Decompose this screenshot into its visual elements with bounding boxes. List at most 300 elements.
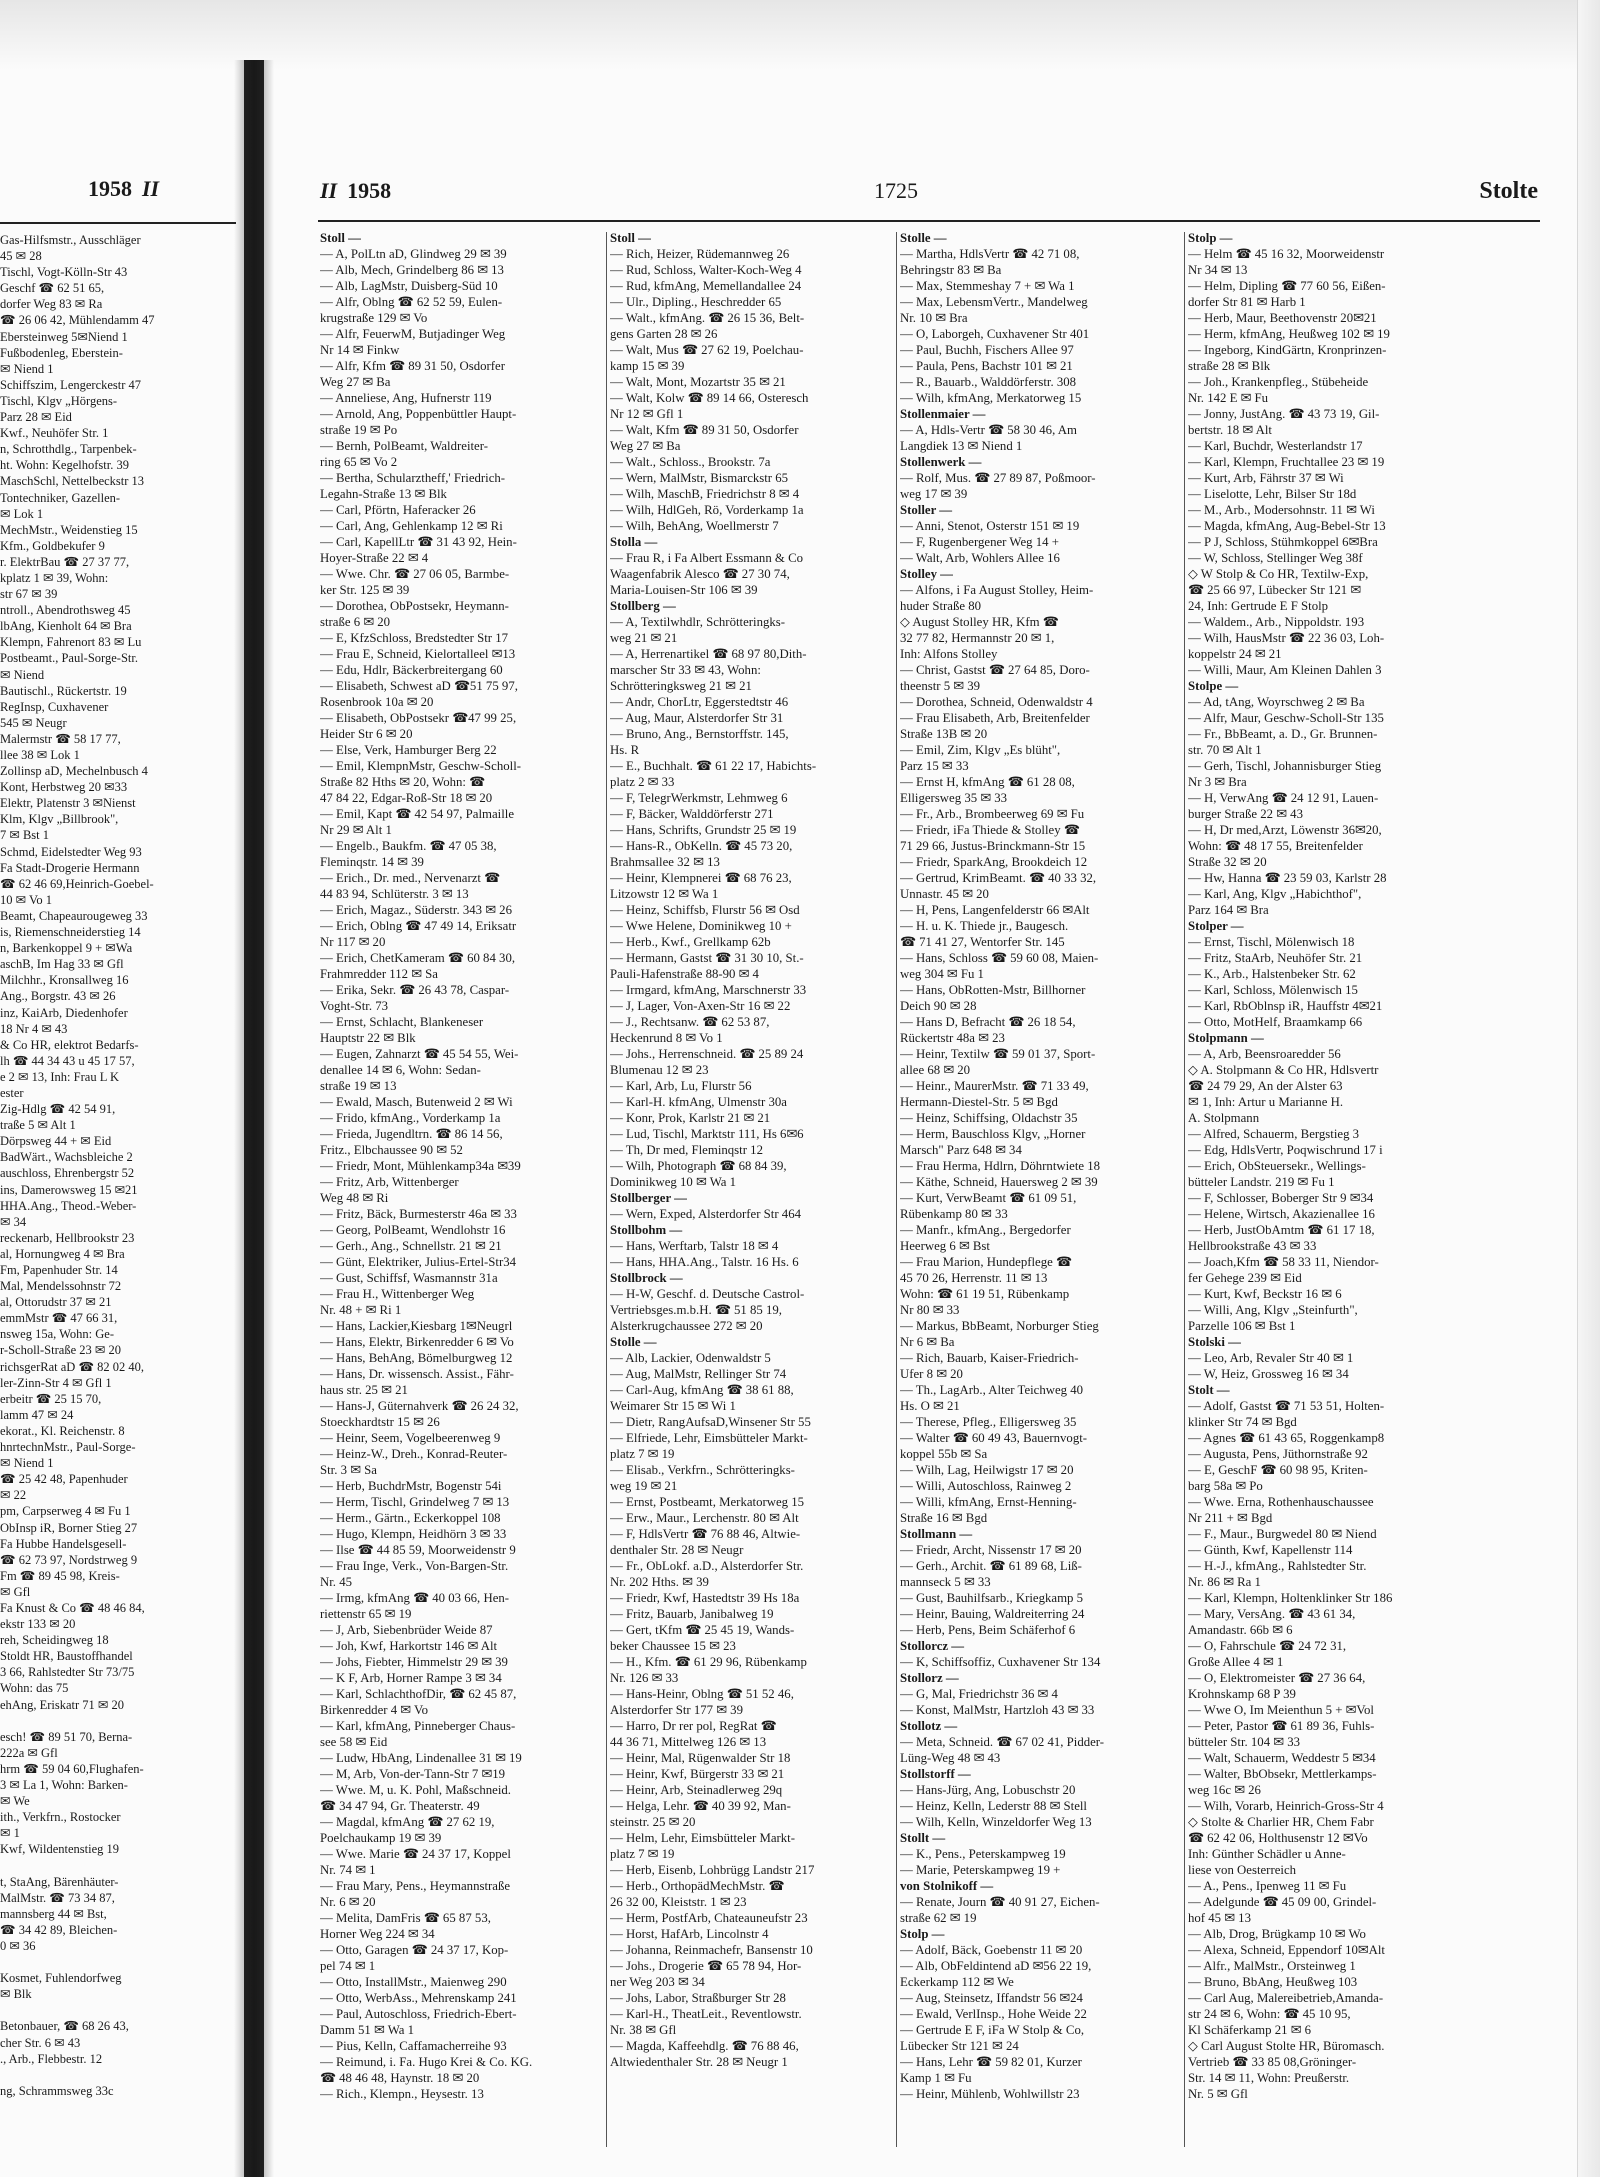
directory-entry: — Rolf, Mus. ☎ 27 89 87, Poßmoor-	[900, 471, 1096, 485]
directory-entry: beker Chaussee 15 ✉ 23	[610, 1639, 736, 1653]
header-left	[320, 178, 391, 204]
directory-entry: weg 21 ✉ 21	[610, 631, 678, 645]
directory-entry: straße 6 ✉ 20	[320, 615, 391, 629]
directory-entry: Damm 51 ✉ Wa 1	[320, 2023, 415, 2037]
directory-entry: — Herm, kfmAng, Heußweg 102 ✉ 19	[1188, 327, 1390, 341]
directory-entry: — Willi, Maur, Am Kleinen Dahlen 3	[1188, 663, 1382, 677]
directory-entry: platz 2 ✉ 33	[610, 775, 675, 789]
directory-entry: — Reimund, i. Fa. Hugo Krei & Co. KG.	[320, 2055, 533, 2069]
directory-entry: — Alfr, FeuerwM, Butjadinger Weg	[320, 327, 506, 341]
directory-entry: — M, Arb, Von-der-Tann-Str 7 ✉19	[320, 1767, 506, 1781]
directory-entry: Hauptstr 22 ✉ Blk	[320, 1031, 416, 1045]
left-page-line: Parz 28 ✉ Eid	[0, 410, 72, 425]
directory-entry: — K F, Arb, Horner Rampe 3 ✉ 34	[320, 1671, 502, 1685]
directory-entry: — Wilh, HausMstr ☎ 22 36 03, Loh-	[1188, 631, 1385, 645]
directory-entry: koppel 55b ✉ Sa	[900, 1447, 988, 1461]
surname-heading: Stollberg —	[610, 599, 676, 613]
left-header-rule	[0, 222, 236, 224]
directory-entry: — F, Rugenbergener Weg 14 +	[900, 535, 1059, 549]
directory-entry: — Joach,Kfm ☎ 58 33 11, Niendor-	[1188, 1255, 1379, 1269]
directory-entry: ☎ 25 66 97, Lübecker Str 121 ✉	[1188, 583, 1362, 597]
directory-entry: — Ulr., Diplіng., Heschredder 65	[610, 295, 782, 309]
directory-entry: Parz 164 ✉ Bra	[1188, 903, 1269, 917]
left-page-line: n, Schrotthdlg., Tarpenbek-	[0, 442, 137, 457]
left-page-line: 0 ✉ 36	[0, 1938, 36, 1953]
directory-entry: — Gerh., Ang., Schnellstr. 21 ✉ 21	[320, 1239, 502, 1253]
directory-entry: steinstr. 25 ✉ 20	[610, 1815, 696, 1829]
directory-entry: — Anni, Stenot, Osterstr 151 ✉ 19	[900, 519, 1080, 533]
surname-heading: Stolpe —	[1188, 679, 1239, 693]
left-page-line: t, StaAng, Bärenhäuter-	[0, 1874, 119, 1889]
directory-entry: — Wilh, HdlGeh, Rö, Vorderkamp 1a	[610, 503, 804, 517]
directory-entry: — Melita, DamFris ☎ 65 87 53,	[320, 1911, 491, 1925]
directory-entry: — A., Pens., Ipenweg 11 ✉ Fu	[1188, 1879, 1347, 1893]
directory-entry: Marsch" Parz 648 ✉ 34	[900, 1143, 1022, 1157]
left-page-line: 3 ✉ La 1, Wohn: Barken-	[0, 1778, 128, 1792]
directory-entry: Stoeckhardtstr 15 ✉ 26	[320, 1415, 440, 1429]
directory-column-2	[610, 230, 900, 2150]
directory-entry: Unnastr. 45 ✉ 20	[900, 887, 989, 901]
surname-heading: Stolley —	[900, 567, 953, 581]
directory-entry: platz 7 ✉ 19	[610, 1847, 675, 1861]
directory-entry: Nr. 126 ✉ 33	[610, 1671, 679, 1685]
directory-entry: — O, Laborgeh, Cuxhavener Str 401	[900, 327, 1090, 341]
directory-entry: str. 70 ✉ Alt 1	[1188, 743, 1262, 757]
directory-entry: — Helm, Lehr, Eimsbütteler Markt-	[610, 1831, 795, 1845]
directory-entry: Nr 12 ✉ Gfl 1	[610, 407, 684, 421]
directory-entry: — H.-J., kfmAng., Rahlstedter Str.	[1188, 1559, 1367, 1573]
left-page-line: hrm ☎ 59 04 60,Flughafen-	[0, 1761, 144, 1776]
directory-entry: — Wilh, Kelln, Winzeldorfer Weg 13	[900, 1815, 1092, 1829]
directory-entry: — Helene, Wirtsch, Akazienallee 16	[1188, 1207, 1375, 1221]
directory-entry: 71 29 66, Justus-Brinckmann-Str 15	[900, 839, 1086, 853]
directory-entry: — Willi, Ang, Klgv „Steinfurth",	[1188, 1303, 1358, 1317]
directory-entry: Nr 14 ✉ Finkw	[320, 343, 400, 357]
directory-entry: — Emil, Kapt ☎ 42 54 97, Palmaille	[320, 807, 515, 821]
directory-entry: — Erich, ObSteuersekr., Wellings-	[1188, 1159, 1366, 1173]
directory-entry: — Edg, HdlsVertr, Poqwischrund 17 i	[1188, 1143, 1383, 1157]
surname-heading: Stollmann —	[900, 1527, 973, 1541]
directory-entry: — Wwe. Marie ☎ 24 37 17, Koppel	[320, 1847, 511, 1861]
directory-entry: — Walt, Mont, Mozartstr 35 ✉ 21	[610, 375, 786, 389]
directory-entry: — Therese, Pfleg., Elligersweg 35	[900, 1415, 1077, 1429]
directory-entry: Weg 27 ✉ Ba	[610, 439, 681, 453]
left-page-line: r. ElektrBau ☎ 27 37 77,	[0, 554, 130, 569]
left-page-line: ith., Verkfrn., Rostocker	[0, 1810, 121, 1825]
left-page-line	[0, 1954, 236, 1970]
directory-entry: — Hw, Hanna ☎ 23 59 03, Karlstr 28	[1188, 871, 1387, 885]
directory-entry: — Heinr, Seem, Vogelbeerenweg 9	[320, 1431, 501, 1445]
directory-entry: — Hans, Dr. wissensch. Assist., Fähr-	[320, 1367, 514, 1381]
directory-entry: Weimarer Str 15 ✉ Wi 1	[610, 1399, 736, 1413]
left-page-line: lbAng, Kienholt 64 ✉ Bra	[0, 619, 132, 634]
directory-entry: Nr 29 ✉ Alt 1	[320, 823, 392, 837]
directory-entry: — Hans, Werftarb, Talstr 18 ✉ 4	[610, 1239, 779, 1253]
directory-entry: — Ingeborg, KindGärtn, Kronprinzen-	[1188, 343, 1387, 357]
left-page-header	[88, 176, 159, 202]
directory-entry: Ufer 8 ✉ 20	[900, 1367, 963, 1381]
directory-entry: — Magda, Kaffeehdlg. ☎ 76 88 46,	[610, 2039, 799, 2053]
directory-entry: — Mary, VersAng. ☎ 43 61 34,	[1188, 1607, 1356, 1621]
directory-entry: — A, Arb, Beensroaredder 56	[1188, 1047, 1341, 1061]
directory-entry: — Heinz, Schiffsb, Flurstr 56 ✉ Osd	[610, 903, 800, 917]
directory-entry: Hoyer-Straße 22 ✉ 4	[320, 551, 429, 565]
directory-entry: — Wwe Helene, Dominikweg 10 +	[610, 919, 792, 933]
directory-entry: — A, PolLtn aD, Glindweg 29 ✉ 39	[320, 247, 507, 261]
directory-entry: Parz 15 ✉ 33	[900, 759, 969, 773]
directory-entry: — Johanna, Reinmachefr, Bansenstr 10	[610, 1943, 813, 1957]
directory-entry: — Hans-Heinr, Oblng ☎ 51 52 46,	[610, 1687, 794, 1701]
directory-entry: mannseck 5 ✉ 33	[900, 1575, 991, 1589]
directory-entry: — Wilh, Vorarb, Heinrich-Gross-Str 4	[1188, 1799, 1384, 1813]
directory-entry: — Karl, Buchdr, Westerlandstr 17	[1188, 439, 1363, 453]
directory-entry: — Elfriede, Lehr, Eimsbütteler Markt-	[610, 1431, 808, 1445]
left-page-line: dorfer Weg 83 ✉ Ra	[0, 297, 103, 312]
directory-entry: — Walt, Mus ☎ 27 62 19, Poelchau-	[610, 343, 804, 357]
directory-entry: Straße 13B ✉ 20	[900, 727, 988, 741]
directory-entry: bütteler Str. 104 ✉ 33	[1188, 1735, 1301, 1749]
directory-entry: Legahn-Straße 13 ✉ Blk	[320, 487, 447, 501]
left-page-line: reckenarb, Hellbrookstr 23	[0, 1230, 135, 1245]
left-page-line: Geschf ☎ 62 51 65,	[0, 281, 105, 296]
directory-entry: ker Str. 125 ✉ 39	[320, 583, 410, 597]
directory-entry: — Ilse ☎ 44 85 59, Moorweidenstr 9	[320, 1543, 516, 1557]
directory-entry: — E, GeschF ☎ 60 98 95, Kriten-	[1188, 1463, 1368, 1477]
left-page-line: Gas-Hilfsmstr., Ausschläger	[0, 233, 141, 247]
directory-entry: — Frido, kfmAng., Vorderkamp 1a	[320, 1111, 501, 1125]
surname-heading: Stollotz —	[900, 1719, 958, 1733]
directory-entry: Litzowstr 12 ✉ Wa 1	[610, 887, 719, 901]
directory-entry: Parzelle 106 ✉ Bst 1	[1188, 1319, 1296, 1333]
left-page-line: inz, KaiArb, Diedenhofer	[0, 1005, 128, 1020]
directory-entry: liese von Oesterreich	[1188, 1863, 1297, 1877]
directory-entry: — Agnes ☎ 61 43 65, Roggenkamp8	[1188, 1431, 1385, 1445]
directory-entry: ☎ 48 46 48, Haynstr. 18 ✉ 20	[320, 2071, 480, 2085]
directory-entry: — Herb., OrthopädMechMstr. ☎	[610, 1879, 785, 1893]
directory-entry: Amandastr. 66b ✉ 6	[1188, 1623, 1293, 1637]
directory-entry: — Edu, Hdlr, Bäckerbreitergang 60	[320, 663, 503, 677]
directory-entry: — Friedr, Archt, Nissenstr 17 ✉ 20	[900, 1543, 1082, 1557]
directory-entry: Blumenau 12 ✉ 23	[610, 1063, 709, 1077]
left-page-line	[0, 1713, 236, 1729]
directory-entry: — Heinz-W., Dreh., Konrad-Reuter-	[320, 1447, 508, 1461]
directory-entry: — Friedr, Kwf, Hastedtstr 39 Hs 18a	[610, 1591, 800, 1605]
directory-entry: — Friedr, iFa Thiede & Stolley ☎	[900, 823, 1080, 837]
left-page-line: n, Barkenkoppel 9 + ✉Wa	[0, 941, 133, 956]
directory-entry: Nr 117 ✉ 20	[320, 935, 386, 949]
directory-entry: 24, Inh: Gertrude E F Stolp	[1188, 599, 1329, 613]
directory-entry: — M., Arb., Modersohnstr. 11 ✉ Wi	[1188, 503, 1375, 517]
left-page-line: Fa Knust & Co ☎ 48 46 84,	[0, 1600, 145, 1615]
directory-entry: — Walter ☎ 60 49 43, Bauernvogt-	[900, 1431, 1088, 1445]
directory-entry: — Georg, PolBeamt, Wendlohstr 16	[320, 1223, 506, 1237]
directory-entry: — Karl-H. kfmAng, Ulmenstr 30a	[610, 1095, 787, 1109]
directory-entry: — Hans, Schrifts, Grundstr 25 ✉ 19	[610, 823, 797, 837]
directory-column-1	[320, 230, 610, 2150]
directory-entry: — Wilh, kfmAng, Merkatorweg 15	[900, 391, 1082, 405]
directory-entry: Vertrieb ☎ 33 85 08,Gröninger-	[1188, 2055, 1357, 2069]
page-header	[268, 178, 1568, 208]
directory-entry: Frahmredder 112 ✉ Sa	[320, 967, 438, 981]
directory-entry: — Hans, Lehr ☎ 59 82 01, Kurzer	[900, 2055, 1082, 2069]
surname-heading: Stollenwerk —	[900, 455, 982, 469]
directory-entry: — A, Hdls-Vertr ☎ 58 30 46, Am	[900, 423, 1077, 437]
directory-entry: Alsterdorfer Str 177 ✉ 39	[610, 1703, 743, 1717]
directory-entry: — Hans-J, Güternahverk ☎ 26 24 32,	[320, 1399, 519, 1413]
directory-entry: — Herm, Bauschloss Klgv, „Horner	[900, 1127, 1086, 1141]
directory-entry: Str. 14 ✉ 11, Wohn: Preußerstr.	[1188, 2071, 1350, 2085]
directory-entry: weg 17 ✉ 39	[900, 487, 968, 501]
directory-entry: — K., Arb., Halstenbeker Str. 62	[1188, 967, 1356, 981]
left-page-line: Tontechniker, Gazellen-	[0, 490, 121, 505]
directory-entry: Wohn: ☎ 48 17 55, Breitenfelder	[1188, 839, 1363, 853]
directory-entry: — Carl, Pförtn, Haferacker 26	[320, 503, 476, 517]
left-page-line: ✉ Gfl	[0, 1584, 31, 1599]
directory-entry: — Ludw, HbAng, Lindenallee 31 ✉ 19	[320, 1751, 522, 1765]
directory-entry: — Ad, tAng, Woyrschweg 2 ✉ Ba	[1188, 695, 1365, 709]
left-page-line: 45 ✉ 28	[0, 249, 42, 264]
left-page-line: lh ☎ 44 34 43 u 45 17 57,	[0, 1053, 135, 1068]
directory-entry: — Bruno, Ang., Bernstorffstr. 145,	[610, 727, 789, 741]
left-page-line: Fa Stadt-Drogerie Hermann	[0, 860, 140, 875]
directory-entry: — J., Rechtsanw. ☎ 62 53 87,	[610, 1015, 770, 1029]
directory-entry: — Frau Marion, Hundepflege ☎	[900, 1255, 1072, 1269]
directory-entry: — Wwe. Chr. ☎ 27 06 05, Barmbe-	[320, 567, 510, 581]
directory-entry: Lübecker Str 121 ✉ 24	[900, 2039, 1019, 2053]
directory-entry: — Hans, Lackier,Kiesbarg 1✉Neugrl	[320, 1319, 513, 1333]
surname-heading: Stolper —	[1188, 919, 1244, 933]
directory-entry: — Bruno, BbAng, Heußweg 103	[1188, 1975, 1358, 1989]
directory-entry: — Willi, Autoschloss, Rainweg 2	[900, 1479, 1072, 1493]
directory-entry: Alsterkrugchaussee 272 ✉ 20	[610, 1319, 763, 1333]
directory-entry: Kl Schäferkamp 21 ✉ 6	[1188, 2023, 1312, 2037]
directory-entry: Nr. 74 ✉ 1	[320, 1863, 376, 1877]
directory-entry: — F, TelegrWerkmstr, Lehmweg 6	[610, 791, 788, 805]
directory-entry: — Dietr, RangAufsaD,Winsener Str 55	[610, 1415, 811, 1429]
directory-entry: — Paul, Autoschloss, Friedrich-Ebert-	[320, 2007, 517, 2021]
directory-entry: Heerweg 6 ✉ Bst	[900, 1239, 990, 1253]
directory-entry: — Friedr, Mont, Mühlenkamp34a ✉39	[320, 1159, 521, 1173]
directory-entry: — Hans, HHA.Ang., Talstr. 16 Hs. 6	[610, 1255, 799, 1269]
directory-entry: Altwiedenthaler Str. 28 ✉ Neugr 1	[610, 2055, 788, 2069]
directory-entry: — Wilh, Lag, Heilwigstr 17 ✉ 20	[900, 1463, 1074, 1477]
directory-entry: riettenstr 65 ✉ 19	[320, 1607, 412, 1621]
directory-entry: — Heinz, Kelln, Lederstr 88 ✉ Stell	[900, 1799, 1087, 1813]
directory-entry: — Andr, ChorLtr, Eggerstedtstr 46	[610, 695, 789, 709]
directory-entry: pel 74 ✉ 1	[320, 1959, 376, 1973]
directory-entry: — Herm., Gärtn., Eckerkoppel 108	[320, 1511, 501, 1525]
directory-entry: — Erich, Oblng ☎ 47 49 14, Eriksatr	[320, 919, 517, 933]
left-page-line: Stoldt HR, Baustoffhandel	[0, 1649, 133, 1664]
directory-entry: — Alfr, Oblng ☎ 62 52 59, Eulen-	[320, 295, 503, 309]
header-section: II	[320, 178, 338, 203]
directory-entry: — Herb, Maur, Beethovenstr 20✉21	[1188, 311, 1377, 325]
left-page-line: MaschSchl, Nettelbeckstr 13	[0, 474, 145, 489]
directory-entry: — Horst, HafArb, Lincolnstr 4	[610, 1927, 769, 1941]
left-page-line: Ang., Borgstr. 43 ✉ 26	[0, 989, 116, 1004]
left-page-column	[0, 232, 236, 2099]
left-page-line: ObInsp iR, Borner Stieg 27	[0, 1520, 138, 1535]
directory-entry: Waagenfabrik Alesco ☎ 27 30 74,	[610, 567, 790, 581]
left-page-line: Tischl, Klgv „Hörgens-	[0, 393, 118, 408]
directory-entry: — Wwe. M, u. K. Pohl, Maßschneid.	[320, 1783, 511, 1797]
left-page-line: 222a ✉ Gfl	[0, 1745, 58, 1760]
directory-entry: — Max, Stemmeshay 7 + ✉ Wa 1	[900, 279, 1075, 293]
surname-heading: Stollbohm —	[610, 1223, 683, 1237]
surname-heading: Stolpmann —	[1188, 1031, 1264, 1045]
left-page-line: ✉ 1	[0, 1826, 20, 1841]
directory-entry: — Aug, Steinsetz, Iffandstr 56 ✉24	[900, 1991, 1083, 2005]
left-page-line: BadWärt., Wachsbleiche 2	[0, 1150, 133, 1165]
directory-entry: — Alfr, Kfm ☎ 89 31 50, Osdorfer	[320, 359, 505, 373]
directory-entry: — Günt, Elektriker, Julius-Ertel-Str34	[320, 1255, 517, 1269]
directory-entry: — Gertrude E F, iFa W Stolp & Co,	[900, 2023, 1085, 2037]
directory-entry: — Martha, HdlsVertr ☎ 42 71 08,	[900, 247, 1080, 261]
directory-entry: Horner Weg 224 ✉ 34	[320, 1927, 435, 1941]
left-page-line: Klempn, Fahrenort 83 ✉ Lu	[0, 635, 142, 650]
directory-entry: Nr. 45	[320, 1575, 352, 1589]
directory-entry: — Frau H., Wittenberger Weg	[320, 1287, 475, 1301]
directory-entry: — F, Schlosser, Boberger Str 9 ✉34	[1188, 1191, 1374, 1205]
directory-entry: — G, Mal, Friedrichstr 36 ✉ 4	[900, 1687, 1058, 1701]
directory-entry: — Alb, ObFeldintend aD ✉56 22 19,	[900, 1959, 1092, 1973]
directory-entry: — Carl-Aug, kfmAng ☎ 38 61 88,	[610, 1383, 794, 1397]
left-page-line: cher Str. 6 ✉ 43	[0, 2035, 81, 2050]
surname-heading: Stoll —	[320, 231, 361, 245]
directory-entry: — Hans D, Befracht ☎ 26 18 54,	[900, 1015, 1076, 1029]
directory-entry: Nr. 142 E ✉ Fu	[1188, 391, 1269, 405]
left-page-line: Schmd, Eidelstedter Weg 93	[0, 844, 142, 859]
directory-entry: — Konst, MalMstr, Hartzloh 43 ✉ 33	[900, 1703, 1095, 1717]
directory-entry: Brahmsallee 32 ✉ 13	[610, 855, 720, 869]
column-divider	[1184, 232, 1185, 2147]
directory-entry: — Helm ☎ 45 16 32, Moorweidenstr	[1188, 247, 1385, 261]
directory-entry: Heider Str 6 ✉ 20	[320, 727, 413, 741]
directory-entry: barg 58a ✉ Po	[1188, 1479, 1263, 1493]
directory-entry: — Alfr, Maur, Geschw-Scholl-Str 135	[1188, 711, 1384, 725]
left-page-line: ✉ Niend 1	[0, 361, 54, 376]
left-page-line: Fa Hubbe Handelsgesell-	[0, 1536, 127, 1551]
directory-entry: hof 45 ✉ 13	[1188, 1911, 1251, 1925]
directory-entry: — Ernst, Schlacht, Blankeneser	[320, 1015, 484, 1029]
directory-entry: — Frau E, Schneid, Kielortalleel ✉13	[320, 647, 516, 661]
directory-entry: kamp 15 ✉ 39	[610, 359, 685, 373]
directory-entry: — Hans-Jürg, Ang, Lobuschstr 20	[900, 1783, 1076, 1797]
left-page-line	[0, 2067, 236, 2083]
surname-heading: Stollstorff —	[900, 1767, 971, 1781]
left-page-line: ✉ Niend	[0, 667, 45, 682]
directory-entry: — Helga, Lehr. ☎ 40 39 92, Man-	[610, 1799, 791, 1813]
directory-entry: — H., Kfm. ☎ 61 29 96, Rübenkamp	[610, 1655, 807, 1669]
left-page-line: al, Ottorudstr 37 ✉ 21	[0, 1295, 112, 1310]
left-header-section: II	[142, 176, 160, 201]
directory-entry: — Rich., Klempn., Heysestr. 13	[320, 2087, 484, 2101]
surname-heading: Stolla —	[610, 535, 658, 549]
directory-entry: — Willi, kfmAng, Ernst-Henning-	[900, 1495, 1077, 1509]
directory-entry: 47 84 22, Edgar-Roß-Str 18 ✉ 20	[320, 791, 493, 805]
directory-entry: ◇ August Stolley HR, Kfm ☎	[900, 615, 1059, 629]
directory-entry: — Walt, Kolw ☎ 89 14 66, Osteresch	[610, 391, 809, 405]
left-page-line: Beamt, Chapeaurougeweg 33	[0, 908, 148, 923]
directory-entry: — Hans, Elektr, Birkenredder 6 ✉ Vo	[320, 1335, 514, 1349]
directory-entry: platz 7 ✉ 19	[610, 1447, 675, 1461]
column-divider	[896, 232, 897, 2147]
directory-entry: — Max, LebensmVertr., Mandelweg	[900, 295, 1088, 309]
directory-entry: — Irmg, kfmAng ☎ 40 03 66, Hen-	[320, 1591, 510, 1605]
directory-entry: — Rich, Bauarb, Kaiser-Friedrich-	[900, 1351, 1079, 1365]
directory-entry: — Paula, Pens, Bachstr 101 ✉ 21	[900, 359, 1073, 373]
directory-entry: — Wilh, Photograph ☎ 68 84 39,	[610, 1159, 787, 1173]
directory-entry: — Frau Herma, Hdlrn, Döhrntwiete 18	[900, 1159, 1101, 1173]
left-page-line: Fm, Papenhuder Str. 14	[0, 1263, 118, 1277]
left-page-line: ✉ Niend 1	[0, 1456, 54, 1471]
left-page-line: ✉ We	[0, 1794, 30, 1809]
directory-entry: — Meta, Schneid. ☎ 67 02 41, Pidder-	[900, 1735, 1105, 1749]
directory-entry: — Herb, Eisenb, Lohbrügg Landstr 217	[610, 1863, 815, 1877]
directory-entry: — Heinr., MaurerMstr. ☎ 71 33 49,	[900, 1079, 1089, 1093]
directory-entry: — Eugen, Zahnarzt ☎ 45 54 55, Wei-	[320, 1047, 519, 1061]
directory-entry: — Adolf, Gastst ☎ 71 53 51, Holten-	[1188, 1399, 1385, 1413]
left-page-line: Zollinsp aD, Mechelnbusch 4	[0, 764, 148, 779]
directory-entry: — Rich, Heizer, Rüdemannweg 26	[610, 247, 790, 261]
left-page-line: Milchhr., Kronsallweg 16	[0, 973, 129, 988]
directory-entry: — Fr., ObLokf. a.D., Alsterdorfer Str.	[610, 1559, 804, 1573]
directory-entry: — Karl-H., TheatLeit., Reventlowstr.	[610, 2007, 802, 2021]
directory-entry: huder Straße 80	[900, 599, 982, 613]
directory-entry: — Ewald, Masch, Butenweid 2 ✉ Wi	[320, 1095, 513, 1109]
left-page-line: Mal, Mendelssohnstr 72	[0, 1279, 122, 1294]
directory-entry: theenstr 5 ✉ 39	[900, 679, 981, 693]
page-number: 1725	[874, 178, 918, 203]
directory-entry: Inh: Alfons Stolley	[900, 647, 998, 661]
directory-entry: Nr. 202 Hths. ✉ 39	[610, 1575, 709, 1589]
left-page-line: Dörpsweg 44 + ✉ Eid	[0, 1134, 112, 1149]
directory-entry: — Elisabeth, Schwest aD ☎51 75 97,	[320, 679, 518, 693]
directory-entry: — Erich, Magaz., Süderstr. 343 ✉ 26	[320, 903, 512, 917]
left-page-line: ☎ 26 06 42, Mühlendamm 47	[0, 313, 155, 328]
directory-entry: straße 62 ✉ 19	[900, 1911, 977, 1925]
surname-heading: Stolle —	[610, 1335, 657, 1349]
directory-entry: — F, Bäcker, Walddörferstr 271	[610, 807, 774, 821]
directory-entry: ☎ 62 42 06, Holthusenstr 12 ✉Vo	[1188, 1831, 1368, 1845]
directory-entry: koppelstr 24 ✉ 21	[1188, 647, 1282, 661]
directory-entry: ✉ 1, Inh: Artur u Marianne H.	[1188, 1095, 1344, 1109]
surname-heading: Stolt —	[1188, 1383, 1230, 1397]
surname-heading: Stollt —	[900, 1831, 946, 1845]
directory-entry: Heckenrund 8 ✉ Vo 1	[610, 1031, 723, 1045]
directory-entry: — Hermann, Gastst ☎ 31 30 10, St.-	[610, 951, 804, 965]
directory-entry: denthaler Str. 28 ✉ Neugr	[610, 1543, 744, 1557]
directory-entry: — Dorothea, ObPostsekr, Heymann-	[320, 599, 509, 613]
directory-entry: — Fritz, Arb, Wittenberger	[320, 1175, 459, 1189]
directory-entry: — Walt., kfmAng. ☎ 26 15 36, Belt-	[610, 311, 805, 325]
directory-entry: — Wilh, MaschB, Friedrichstr 8 ✉ 4	[610, 487, 800, 501]
left-page-line: Schiffszim, Lengerckestr 47	[0, 377, 142, 392]
left-page-line: hnrtechnMstr., Paul-Sorge-	[0, 1440, 136, 1455]
directory-entry: Inh: Günther Schädler u Anne-	[1188, 1847, 1346, 1861]
directory-entry: — Hans, ObRotten-Mstr, Billhorner	[900, 983, 1086, 997]
directory-entry: weg 16c ✉ 26	[1188, 1783, 1261, 1797]
directory-entry: Hellbrookstraße 43 ✉ 33	[1188, 1239, 1317, 1253]
left-page-line: ekstr 133 ✉ 20	[0, 1617, 76, 1632]
book-gutter	[244, 60, 264, 2177]
surname-heading: von Stolnikoff —	[900, 1879, 994, 1893]
directory-entry: — Augusta, Pens, Jüthornstraße 92	[1188, 1447, 1368, 1461]
left-page-line: Fußbodenleg, Eberstein-	[0, 345, 123, 360]
directory-entry: Lüng-Weg 48 ✉ 43	[900, 1751, 1001, 1765]
directory-entry: — Manfr., kfmAng., Bergedorfer	[900, 1223, 1071, 1237]
directory-entry: Voght-Str. 73	[320, 999, 389, 1013]
